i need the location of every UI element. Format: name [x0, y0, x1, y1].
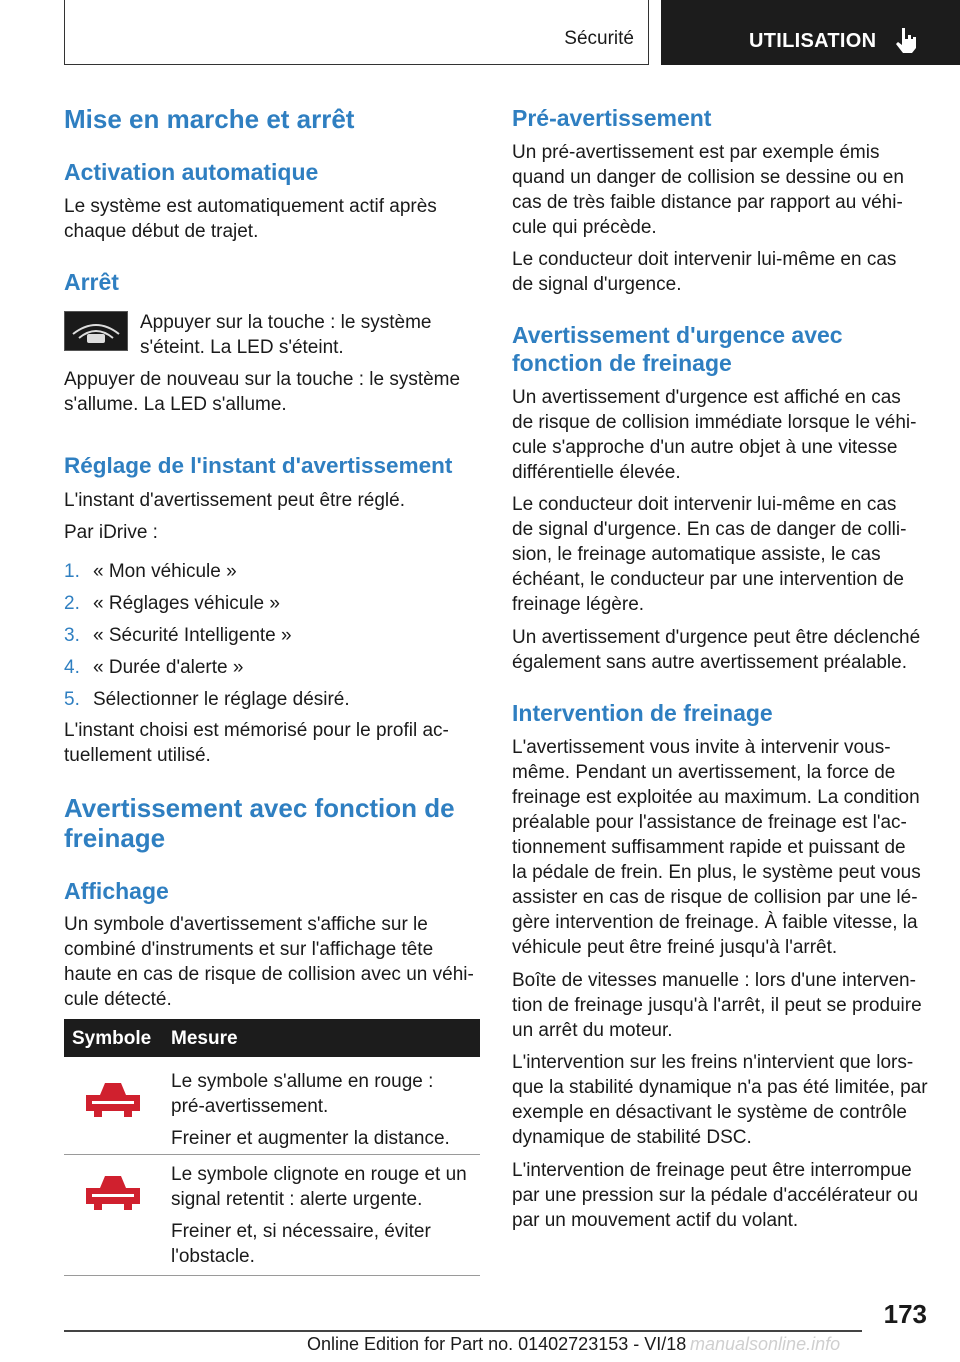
chapter-title: UTILISATION	[749, 30, 877, 52]
para-intervention-3: L'intervention sur les freins n'intervient que lors‐ que la stabilité dynamique n'a pas été limitée, par exemple en désactivant le système de contrôle dynamique de stabilité DSC.	[512, 1052, 928, 1148]
para-urgence-3: Un avertissement d'urgence peut être déclenché également sans autre avertissement préalable.	[512, 627, 921, 673]
para-memorise: L'instant choisi est mémorisé pour le profil ac‐ tuellement utilisé.	[64, 720, 449, 766]
heading-activation: Activation automatique	[64, 159, 319, 185]
header-section-box	[64, 0, 649, 65]
heading-pre-avertissement: Pré-avertissement	[512, 105, 712, 131]
para-intervention-1: L'avertissement vous invite à intervenir vous- même. Pendant un avertissement, la force de freinage est exploitée au maximum. La condition préalable pour l'assistance de freinage est l'ac‐ tionnement suffisamment rapide et puissant de la pédale de frein. En plus, le système peut vous assister en cas de risque de collision par une lé‐ gère intervention de freinage. À faible vitesse, la véhicule peut être freiné jusqu'à l'arrêt.	[512, 737, 921, 958]
heading-reglage: Réglage de l'instant d'avertissement	[64, 453, 453, 478]
table-row-separator	[64, 1154, 480, 1155]
para-urgence-2: Le conducteur doit intervenir lui-même en cas de signal d'urgence. En cas de danger de colli‐ sion, le freinage automatique assiste, le cas échéant, le conducteur par une intervention de freinage légère.	[512, 494, 907, 615]
heading-avertissement-urgence: Avertissement d'urgence avec fonction de freinage	[512, 322, 843, 376]
col-measure: Mesure	[171, 1028, 238, 1049]
para-affichage: Un symbole d'avertissement s'affiche sur le combiné d'instruments et sur l'affichage tête haute en cas de risque de collision avec un véhi‐ cule détecté.	[64, 914, 474, 1010]
heading-affichage: Affichage	[64, 878, 169, 904]
para-arret-nouveau: Appuyer de nouveau sur la touche : le système s'allume. La LED s'allume.	[64, 369, 461, 415]
para-activation: Le système est automatiquement actif après chaque début de trajet.	[64, 196, 437, 242]
heading-arret: Arrêt	[64, 269, 119, 295]
footer-watermark: manualsonline.info	[690, 1334, 841, 1354]
para-pre-1: Un pré-avertissement est par exemple émis quand un danger de collision se dessine ou en cas de très faible distance par rapport au véhi‐ cule qui précède.	[512, 142, 904, 238]
collision-button-image	[64, 311, 128, 351]
table-bottom-border	[64, 1275, 480, 1276]
footer-divider	[64, 1330, 862, 1332]
para-pre-2: Le conducteur doit intervenir lui-même en cas de signal d'urgence.	[512, 249, 897, 295]
para-urgence-1: Un avertissement d'urgence est affiché en cas de risque de collision immédiate lorsque le véhi‐ cule s'approche d'un autre objet à une vitesse différentielle élevée.	[512, 387, 917, 483]
para-intervention-4: L'intervention de freinage peut être interrompue par une pression sur la pédale d'accélérateur ou par un mouvement actif du volant.	[512, 1160, 919, 1231]
para-intervention-2: Boîte de vitesses manuelle : lors d'une interven‐ tion de freinage jusqu'à l'arrêt, il peut se produire un arrêt du moteur.	[512, 970, 922, 1041]
para-idrive: Par iDrive :	[64, 522, 158, 543]
heading-avertissement-freinage: Avertissement avec fonction de freinage	[64, 793, 455, 853]
section-title: Sécurité	[564, 28, 634, 49]
car-button-icon	[65, 312, 127, 350]
page-number: 173	[883, 1299, 927, 1329]
hand-pointer-icon	[893, 26, 919, 54]
car-warning-icon	[82, 1077, 144, 1121]
para-reglage: L'instant d'avertissement peut être réglé.	[64, 490, 405, 511]
table-header	[64, 1019, 480, 1057]
para-arret-touche: Appuyer sur la touche : le système s'éteint. La LED s'éteint.	[140, 312, 432, 358]
footer-edition: Online Edition for Part no. 01402723153 - VI/18	[307, 1334, 687, 1354]
steps-list: 1. « Mon véhicule » 2. « Réglages véhicule » 3. « Sécurité Intelligente » 4. « Durée d'alerte » 5. Sélectionner le réglage désiré.	[64, 561, 350, 710]
heading-mise-en-marche: Mise en marche et arrêt	[64, 104, 355, 134]
car-warning-icon	[82, 1170, 144, 1214]
heading-intervention: Intervention de freinage	[512, 700, 773, 726]
chapter-tab	[661, 0, 960, 65]
table-row: Le symbole s'allume en rouge : pré-avertissement. Freiner et augmenter la distance.	[171, 1071, 450, 1149]
table-row: Le symbole clignote en rouge et un signal retentit : alerte urgente. Freiner et, si nécessaire, éviter l'obstacle.	[171, 1164, 467, 1267]
col-symbol: Symbole	[72, 1028, 152, 1049]
